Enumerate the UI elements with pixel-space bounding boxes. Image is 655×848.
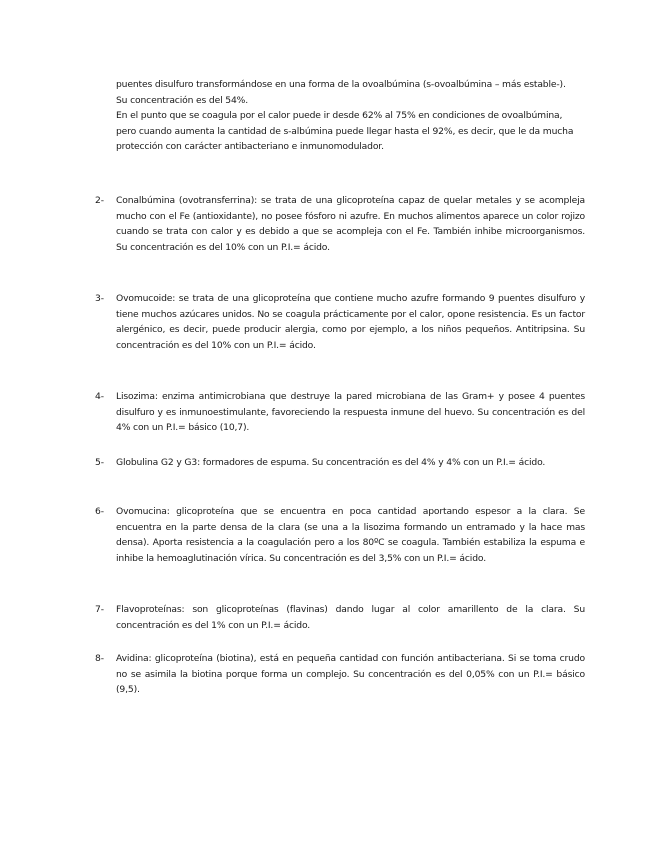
list-item-flavoproteinas — [95, 602, 585, 633]
list-item-globulina — [95, 455, 585, 471]
list-item-number: 3- — [95, 293, 104, 304]
list-item-number: 5- — [95, 457, 104, 468]
list-item-avidina — [95, 651, 585, 698]
list-item-text: Conalbúmina (ovotransferrina): se trata de una glicoproteína capaz de quelar metales y se acompleja mucho con el Fe (antioxidante), no posee fósforo ni azufre. En muchos alimentos aparece un color rojizo cuando se trata con calor y es debido a que se acompleja con el Fe. También inhibe microorganismos. Su concentración es del 10% con un P.I.= ácido. — [116, 195, 585, 253]
continuation-paragraph-1: puentes disulfuro transformándose en una forma de la ovoalbúmina (s-ovoalbúmina – más estable-). Su concentración es del 54%. — [116, 79, 566, 106]
list-item-number: 7- — [95, 604, 104, 615]
list-item-ovomucoide — [95, 291, 585, 353]
list-item-text: Globulina G2 y G3: formadores de espuma. Su concentración es del 4% y 4% con un P.I.= ácido. — [116, 457, 546, 468]
list-item-text: Avidina: glicoproteína (biotina), está en pequeña cantidad con función antibacteriana. Si se toma crudo no se asimila la biotina porque forma un complejo. Su concentración es del 0,05% con un P.I.= básico (9,5). — [116, 653, 585, 696]
list-item-lisozima — [95, 389, 585, 436]
list-item-number: 8- — [95, 653, 104, 664]
continuation-block — [116, 77, 578, 155]
list-item-ovomucina — [95, 504, 585, 566]
list-item-text: Ovomucina: glicoproteína que se encuentra en poca cantidad aportando espesor a la clara. Se encuentra en la parte densa de la clara (se una a la lisozima formando un entramado y la hace mas densa). Aporta resistencia a la coagulación pero a los 80ºC se coagula. También estabiliza la espuma e inhibe la hemoaglutinación vírica. Su concentración es del 3,5% con un P.I.= ácido. — [116, 506, 585, 564]
list-item-number: 4- — [95, 391, 104, 402]
list-item-conalbumina — [95, 193, 585, 255]
list-item-number: 2- — [95, 195, 104, 206]
list-item-number: 6- — [95, 506, 104, 517]
continuation-paragraph-2: En el punto que se coagula por el calor puede ir desde 62% al 75% en condiciones de ovoalbúmina, pero cuando aumenta la cantidad de s-albúmina puede llegar hasta el 92%, es decir, que le da mucha protección con carácter antibacteriano e inmunomodulador. — [116, 110, 574, 153]
list-item-text: Flavoproteínas: son glicoproteínas (flavinas) dando lugar al color amarillento de la clara. Su concentración es del 1% con un P.I.= ácido. — [116, 604, 585, 631]
list-item-text: Lisozima: enzima antimicrobiana que destruye la pared microbiana de las Gram+ y posee 4 puentes disulfuro y es inmunoestimulante, favoreciendo la respuesta inmune del huevo. Su concentración es del 4% con un P.I.= básico (10,7). — [116, 391, 585, 434]
list-item-text: Ovomucoide: se trata de una glicoproteína que contiene mucho azufre formando 9 puentes disulfuro y tiene muchos azúcares unidos. No se coagula prácticamente por el calor, opone resistencia. Es un factor alergénico, es decir, puede producir alergia, como por ejemplo, a los niños pequeños. Antitripsina. Su concentración es del 10% con un P.I.= ácido. — [116, 293, 585, 351]
